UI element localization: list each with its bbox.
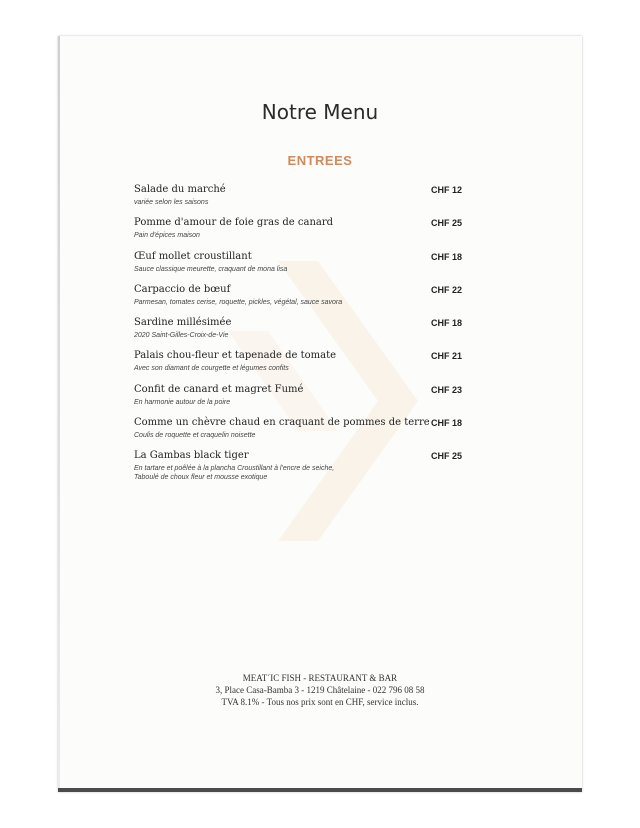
item-price: CHF 22 [431, 284, 463, 295]
restaurant-name: MEAT´IC FISH - RESTAURANT & BAR [242, 673, 398, 683]
item-price: CHF 12 [431, 185, 463, 195]
item-price: CHF 25 [431, 218, 463, 229]
menu-item [134, 184, 494, 217]
menu-item [134, 251, 494, 284]
section-heading: ENTREES [287, 153, 353, 168]
item-price: CHF 21 [431, 351, 463, 362]
menu-item [134, 284, 494, 317]
item-description-line2: Taboulé de choux fleur et mousse exotique [134, 474, 268, 482]
item-description: Avec son diamant de courgette et légumes confits [134, 365, 289, 373]
menu-items [134, 184, 494, 484]
item-name: Pomme d'amour de foie gras de canard [134, 217, 334, 229]
restaurant-footer [58, 672, 582, 708]
item-price: CHF 23 [431, 384, 463, 395]
item-description: variée selon les saisons [134, 199, 209, 206]
item-price: CHF 18 [431, 418, 463, 429]
menu-page [58, 36, 582, 792]
item-description: Coulis de roquette et craquelin noisette [134, 432, 256, 440]
item-description: 2020 Saint-Gilles-Croix-de-Vie [134, 332, 229, 340]
item-name: Salade du marché [134, 184, 226, 195]
menu-item [134, 417, 494, 450]
item-name: Confit de canard et magret Fumé [134, 383, 304, 395]
item-name: Œuf mollet croustillant [134, 250, 252, 262]
tax-notice: TVA 8.1% - Tous nos prix sont en CHF, service inclus. [221, 697, 419, 707]
menu-item [134, 350, 494, 383]
item-name: Palais chou-fleur et tapenade de tomate [134, 350, 337, 362]
item-description: En tartare et poêlée à la plancha Croustillant à l'encre de seiche, [134, 465, 335, 473]
menu-item [134, 450, 494, 483]
item-price: CHF 25 [431, 451, 463, 462]
item-description: Pain d'épices maison [134, 232, 200, 240]
restaurant-address: 3, Place Casa-Bamba 3 - 1219 Châtelaine - 022 796 08 58 [215, 685, 425, 695]
item-name: Comme un chèvre chaud en craquant de pommes de terre [134, 417, 430, 429]
item-price: CHF 18 [431, 251, 463, 262]
menu-item [134, 217, 494, 250]
page-title: Notre Menu [261, 100, 379, 124]
item-price: CHF 18 [431, 318, 463, 329]
item-description: Sauce classique meurette, craquant de mona lisa [134, 265, 288, 273]
menu-item [134, 384, 494, 417]
item-name: Sardine millésimée [134, 317, 232, 329]
item-description: En harmonie autour de la poire [134, 398, 231, 406]
item-name: La Gambas black tiger [134, 450, 249, 462]
item-name: Carpaccio de bœuf [134, 283, 231, 295]
item-description: Parmesan, tomates cerise, roquette, pickles, végétal, sauce savora [134, 298, 343, 306]
menu-item [134, 317, 494, 350]
